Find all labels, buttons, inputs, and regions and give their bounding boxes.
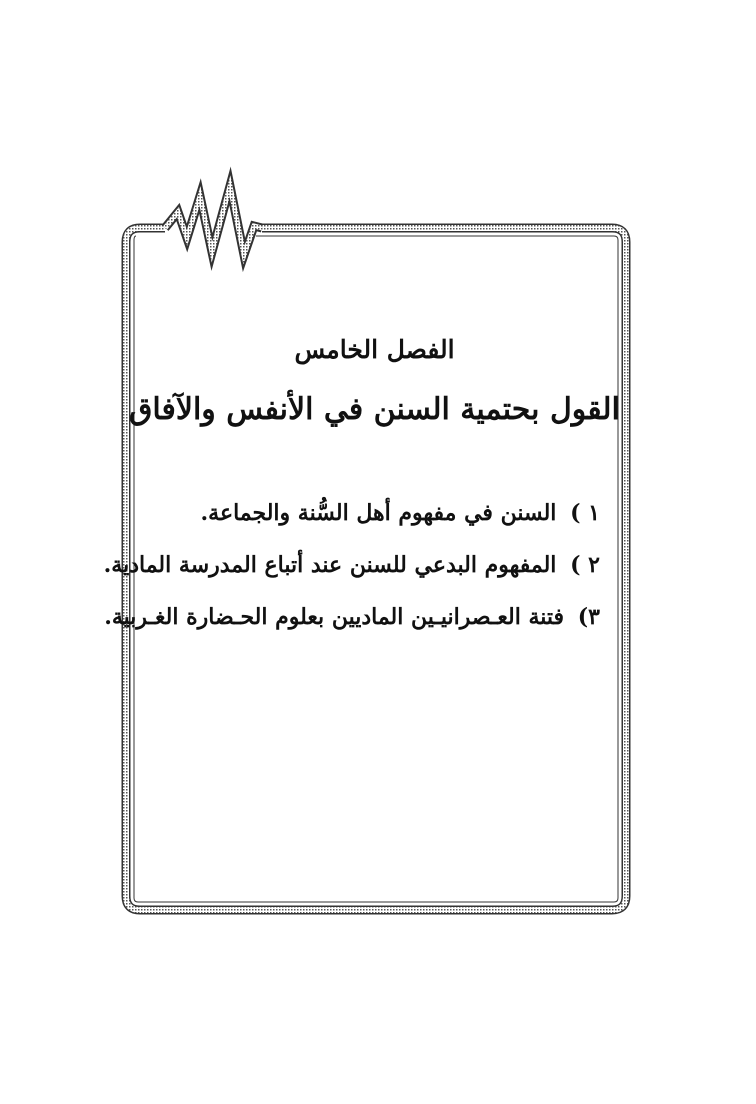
list-item <box>104 602 600 654</box>
topic-text: فتنة العـصرانيـين الماديين بعلوم الحـضارة الغـربية. <box>104 604 565 630</box>
topic-number: ١ ) <box>570 500 600 526</box>
list-item <box>103 550 600 602</box>
chapter-label: الفصل الخامس <box>294 335 455 364</box>
list-item <box>140 498 600 550</box>
topic-text: المفهوم البدعي للسنن عند أتباع المدرسة المادية. <box>103 552 557 578</box>
topic-number: ٣) <box>577 604 600 630</box>
chapter-title: القول بحتمية السنن في الأنفس والآفاق <box>129 392 620 427</box>
topic-number: ٢ ) <box>570 552 600 578</box>
topic-list <box>103 498 600 654</box>
topic-text: السنن في مفهوم أهل السُّنة والجماعة. <box>200 500 557 526</box>
